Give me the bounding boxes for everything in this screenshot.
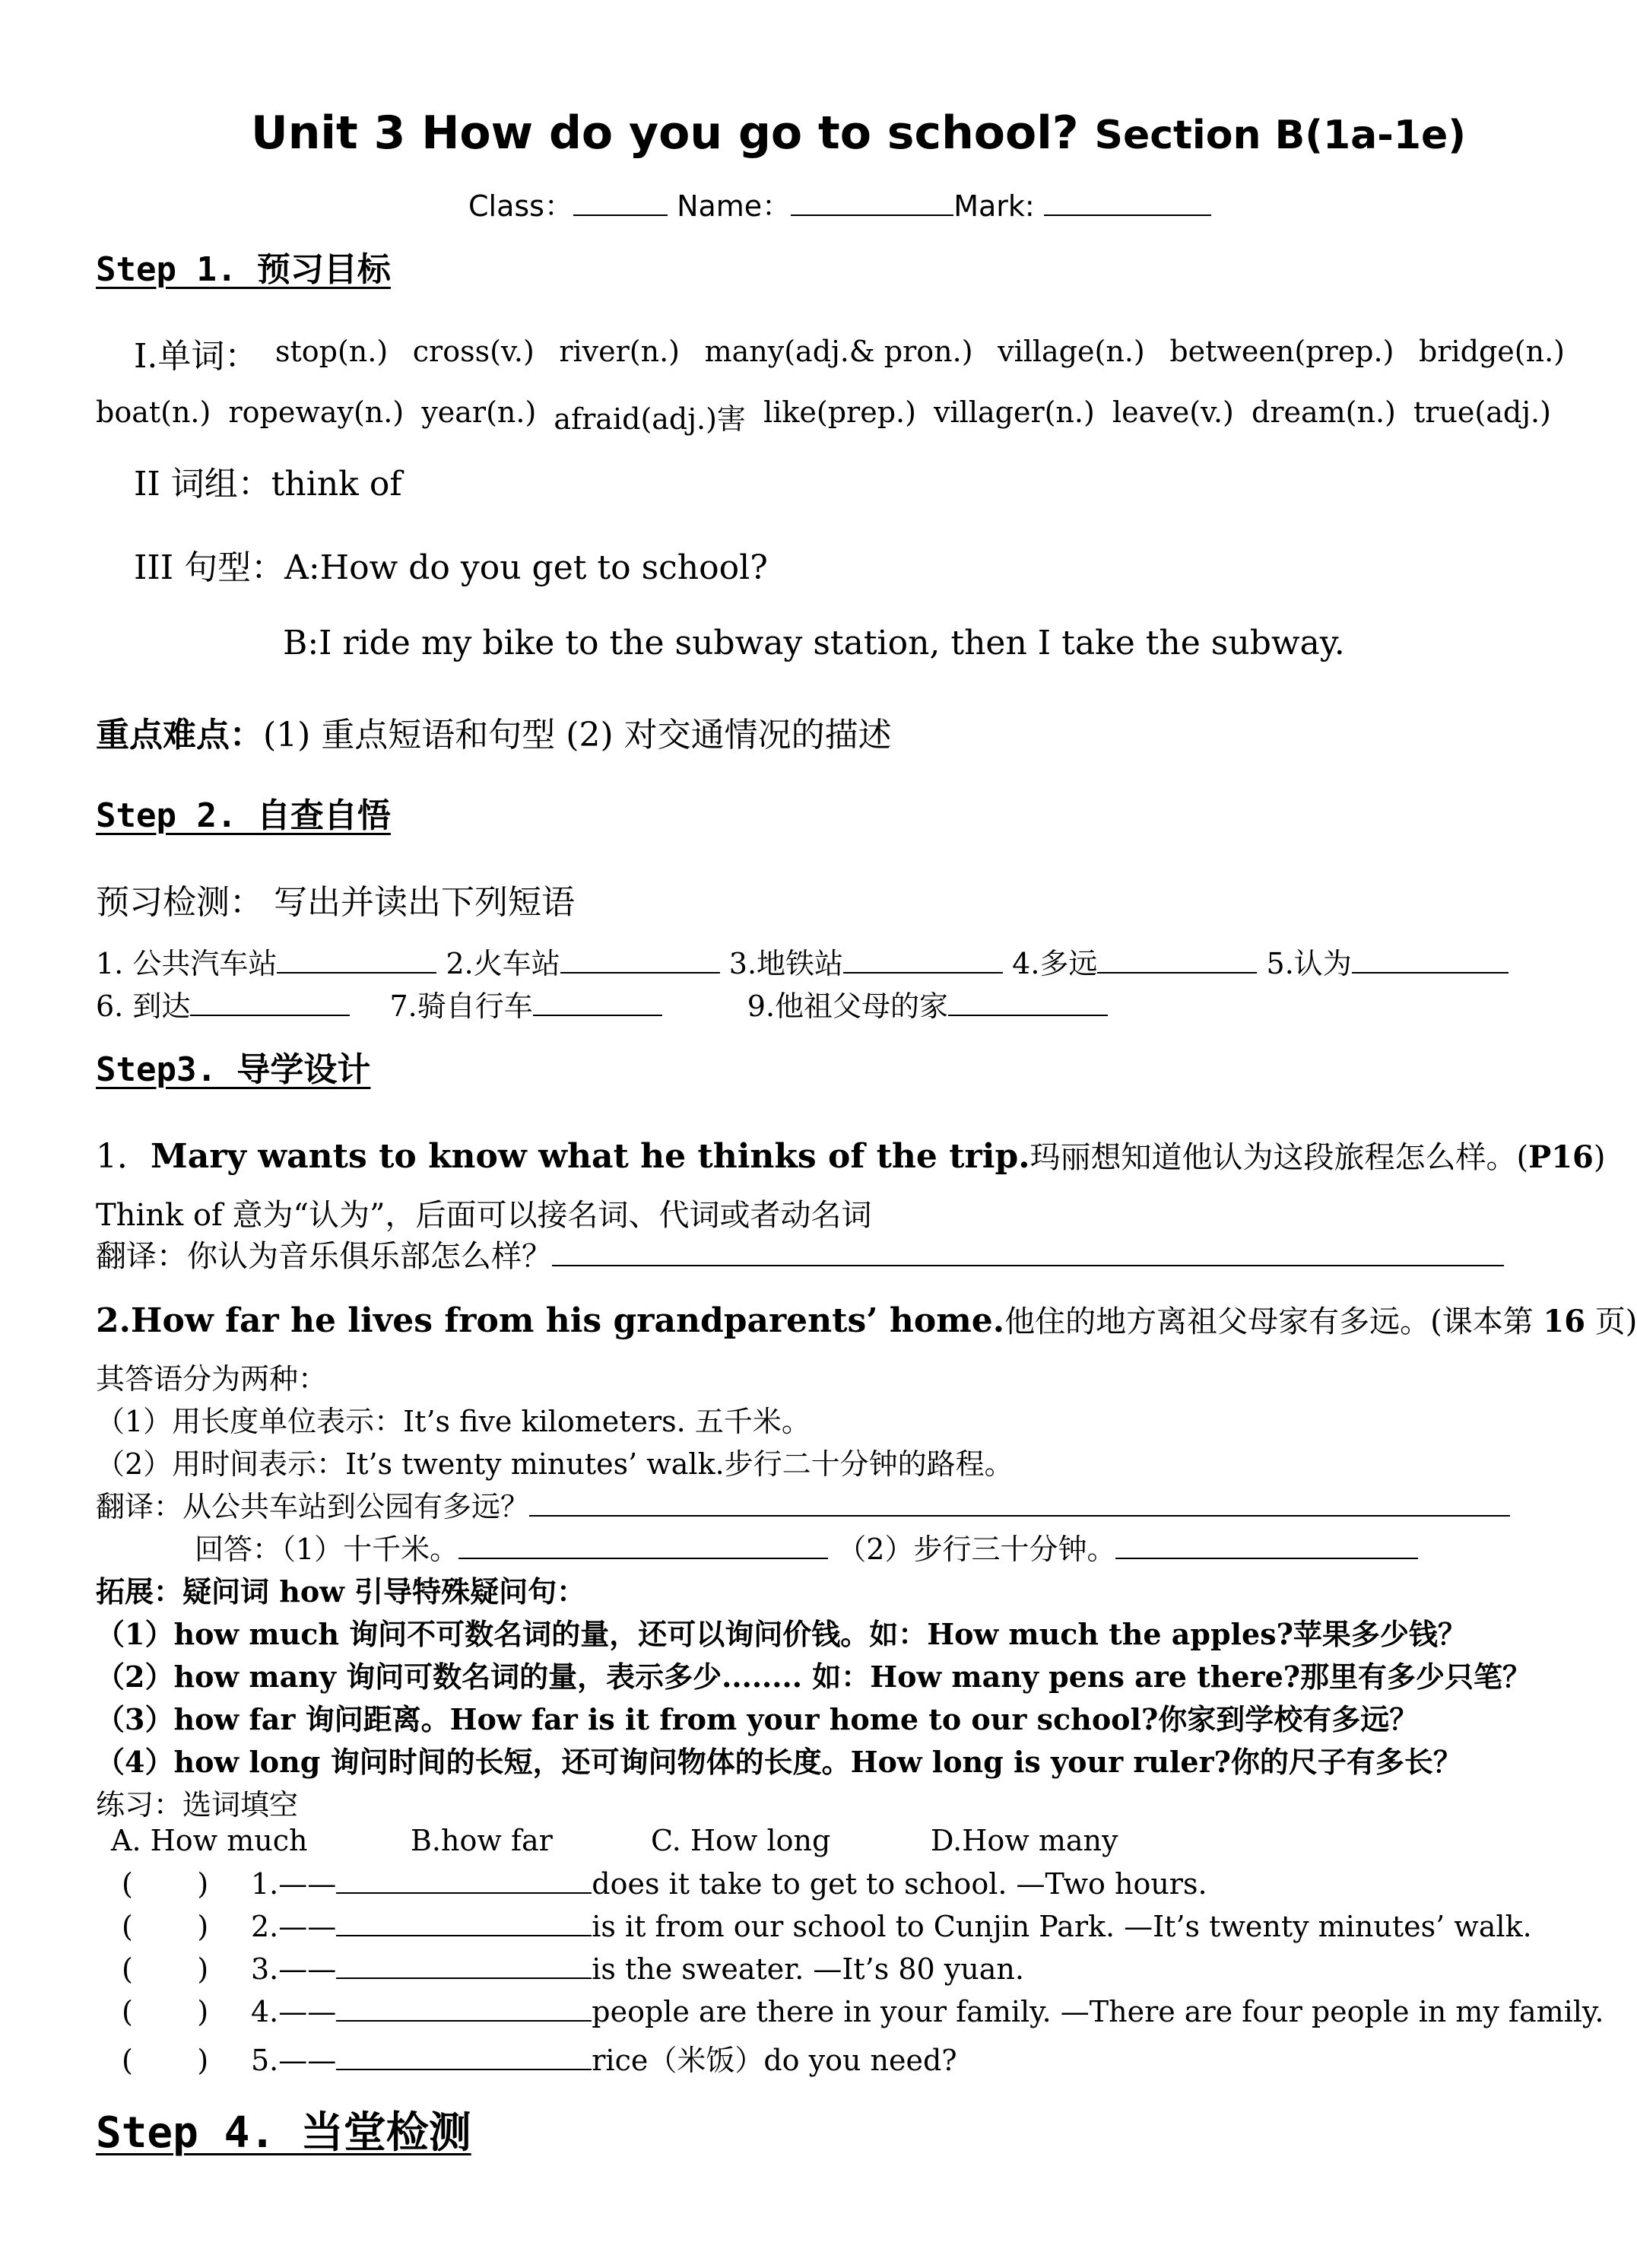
- class-label: Class：: [468, 189, 573, 223]
- page-number: 16: [1543, 1304, 1586, 1339]
- exercise-row: [122, 2037, 957, 2079]
- extend-item: （3）how far 询问距离。How far is it from your home to our school?你家到学校有多远？: [96, 1702, 1419, 1736]
- vocab-item: afraid(adj.)害: [554, 402, 746, 436]
- exercise-text: people are there in your family. —There are four people in my family.: [592, 1995, 1604, 2029]
- extend-item: （1）how much 询问不可数名词的量，还可以询问价钱。如：How much the apples?苹果多少钱？: [96, 1617, 1467, 1651]
- question-number: 1．: [96, 1137, 151, 1176]
- answer-blank[interactable]: [277, 946, 436, 974]
- question-2-chinese: 他住的地方离祖父母家有多远。(课本第: [1004, 1304, 1543, 1339]
- answer-blank[interactable]: [533, 989, 662, 1016]
- page-reference: P16: [1528, 1139, 1594, 1175]
- student-info: [468, 183, 1211, 224]
- answer-type-2: （2）用时间表示：It’s twenty minutes’ walk.步行二十分钟的路程。: [96, 1447, 1014, 1481]
- check-label: 预习检测： 写出并读出下列短语: [96, 883, 575, 922]
- vocab-row-2: [96, 395, 1551, 437]
- phrase-item: 5.认为: [1266, 947, 1352, 980]
- exercise-row: [122, 1952, 1024, 1986]
- vocab-item: bridge(n.): [1418, 335, 1565, 368]
- answer-paren[interactable]: ( ): [122, 1952, 209, 1987]
- reply-b-blank[interactable]: [1115, 1532, 1418, 1559]
- translate-2-blank[interactable]: [529, 1489, 1510, 1517]
- question-2-english: 2.How far he lives from his grandparents’ home.: [96, 1301, 1005, 1340]
- translate-2-label: 翻译：从公共车站到公园有多远？: [96, 1490, 530, 1523]
- vocab-row-1: [275, 335, 1565, 368]
- phrase-item: 2.火车站: [446, 947, 560, 980]
- answer-paren[interactable]: ( ): [122, 2044, 209, 2077]
- vocab-item: year(n.): [421, 395, 537, 429]
- translate-2: [96, 1483, 1510, 1525]
- exercise-text: does it take to get to school. —Two hours.: [592, 1867, 1207, 1901]
- answers-intro: 其答语分为两种：: [96, 1362, 328, 1396]
- vocab-label: I.单词：: [134, 337, 259, 376]
- vocab-item: leave(v.): [1112, 395, 1234, 429]
- paren-close: ): [1593, 1140, 1606, 1175]
- answer-type-1: （1）用长度单位表示：It’s five kilometers. 五千米。: [96, 1405, 811, 1438]
- phrase-item: 7.骑自行车: [389, 989, 533, 1023]
- step1-heading: Step 1. 预习目标: [96, 250, 391, 289]
- reply-line: [195, 1526, 1418, 1568]
- exercise-row: [122, 1866, 1207, 1901]
- title-main: Unit 3 How do you go to school?: [251, 106, 1079, 160]
- vocab-item: stop(n.): [275, 335, 389, 368]
- vocab-item: river(n.): [559, 335, 680, 368]
- mark-label: Mark:: [953, 189, 1035, 223]
- question-2: [96, 1298, 1637, 1341]
- exercise-blank[interactable]: [336, 2043, 592, 2070]
- vocab-item: like(prep.): [763, 395, 916, 429]
- step2-heading: Step 2. 自查自悟: [96, 796, 391, 835]
- answer-paren[interactable]: ( ): [122, 1995, 209, 2029]
- exercise-row: [122, 1994, 1604, 2028]
- answer-paren[interactable]: ( ): [122, 1867, 209, 1901]
- answer-blank[interactable]: [1097, 946, 1257, 974]
- translate-1: [96, 1232, 1504, 1275]
- page-title: [251, 106, 1466, 160]
- vocab-item: boat(n.): [96, 395, 211, 429]
- vocab-item: true(adj.): [1413, 395, 1551, 429]
- phrase-item: 1. 公共汽车站: [96, 947, 278, 980]
- exercise-blank[interactable]: [336, 1909, 592, 1936]
- question-1: [96, 1129, 1606, 1177]
- reply-a-label: 回答：（1）十千米。: [195, 1533, 459, 1566]
- phrase-line: II 词组：think of: [134, 465, 402, 503]
- answer-blank[interactable]: [190, 989, 350, 1016]
- answer-blank[interactable]: [948, 989, 1108, 1016]
- exercise-number: 1.——: [251, 1867, 337, 1901]
- name-field[interactable]: [791, 189, 953, 216]
- translate-1-label: 翻译：你认为音乐俱乐部怎么样？: [96, 1239, 552, 1274]
- title-section: Section B(1a-1e): [1094, 113, 1467, 158]
- vocab-item: cross(v.): [412, 335, 535, 368]
- option-a: A. How much: [111, 1824, 308, 1857]
- question-1-chinese: 玛丽想知道他认为这段旅程怎么样。(: [1029, 1140, 1529, 1175]
- translate-1-blank[interactable]: [552, 1237, 1504, 1266]
- extend-title: 拓展：疑问词 how 引导特殊疑问句：: [96, 1574, 586, 1609]
- mark-field[interactable]: [1044, 189, 1211, 216]
- vocab-item: dream(n.): [1252, 395, 1396, 429]
- name-label: Name：: [677, 189, 792, 223]
- reply-a-blank[interactable]: [458, 1532, 828, 1559]
- exercise-blank[interactable]: [336, 1994, 592, 2022]
- exercise-row: [122, 1909, 1532, 1943]
- step3-heading: Step3. 导学设计: [96, 1050, 371, 1089]
- answer-blank[interactable]: [1352, 946, 1509, 974]
- exercise-text: rice（米饭）do you need?: [592, 2044, 957, 2077]
- option-d: D.How many: [931, 1824, 1118, 1857]
- answer-paren[interactable]: ( ): [122, 1910, 209, 1944]
- exercise-blank[interactable]: [336, 1952, 592, 1979]
- answer-blank[interactable]: [560, 946, 720, 974]
- sentence-b: B:I ride my bike to the subway station, then I take the subway.: [283, 624, 1345, 662]
- vocab-item: between(prep.): [1169, 335, 1394, 368]
- question-1-english: Mary wants to know what he thinks of the trip.: [151, 1137, 1030, 1176]
- exercise-number: 4.——: [251, 1995, 337, 2029]
- reply-b-label: （2）步行三十分钟。: [837, 1533, 1116, 1566]
- exercise-number: 2.——: [251, 1910, 337, 1944]
- practice-title: 练习：选词填空: [96, 1788, 299, 1822]
- key-points-label: 重点难点：: [96, 716, 263, 754]
- exercise-number: 3.——: [251, 1952, 337, 1987]
- vocab-item: village(n.): [998, 335, 1145, 368]
- phrase-items-row-1: [96, 940, 1509, 982]
- phrase-item: 3.地铁站: [728, 947, 844, 980]
- paren-close: 页): [1585, 1304, 1637, 1339]
- phrase-item: 9.他祖父母的家: [747, 989, 949, 1023]
- step4-heading: Step 4. 当堂检测: [96, 2108, 471, 2158]
- phrase-item: 4.多远: [1012, 947, 1098, 980]
- option-b: B.how far: [411, 1824, 553, 1857]
- answer-blank[interactable]: [843, 946, 1003, 974]
- sentence-a: III 句型：A:How do you get to school?: [134, 548, 768, 587]
- exercise-number: 5.——: [251, 2044, 337, 2077]
- key-points-text: (1) 重点短语和句型 (2) 对交通情况的描述: [263, 716, 892, 754]
- key-points: [96, 707, 892, 756]
- class-field[interactable]: [573, 189, 668, 216]
- exercise-text: is it from our school to Cunjin Park. —It’s twenty minutes’ walk.: [592, 1910, 1532, 1944]
- vocab-item: villager(n.): [934, 395, 1095, 429]
- exercise-blank[interactable]: [336, 1866, 592, 1894]
- exercise-text: is the sweater. —It’s 80 yuan.: [592, 1952, 1024, 1987]
- vocab-item: many(adj.& pron.): [704, 335, 973, 368]
- vocab-item: ropeway(n.): [228, 395, 404, 429]
- think-of-note: Think of 意为“认为”，后面可以接名词、代词或者动名词: [96, 1198, 872, 1233]
- extend-item: （2）how many 询问可数名词的量，表示多少........ 如：How many pens are there?那里有多少只笔？: [96, 1660, 1532, 1694]
- phrase-items-row-2: [96, 983, 1108, 1024]
- extend-item: （4）how long 询问时间的长短，还可询问物体的长度。How long is your ruler?你的尺子有多长？: [96, 1745, 1462, 1779]
- option-c: C. How long: [651, 1824, 831, 1857]
- phrase-item: 6. 到达: [96, 989, 191, 1023]
